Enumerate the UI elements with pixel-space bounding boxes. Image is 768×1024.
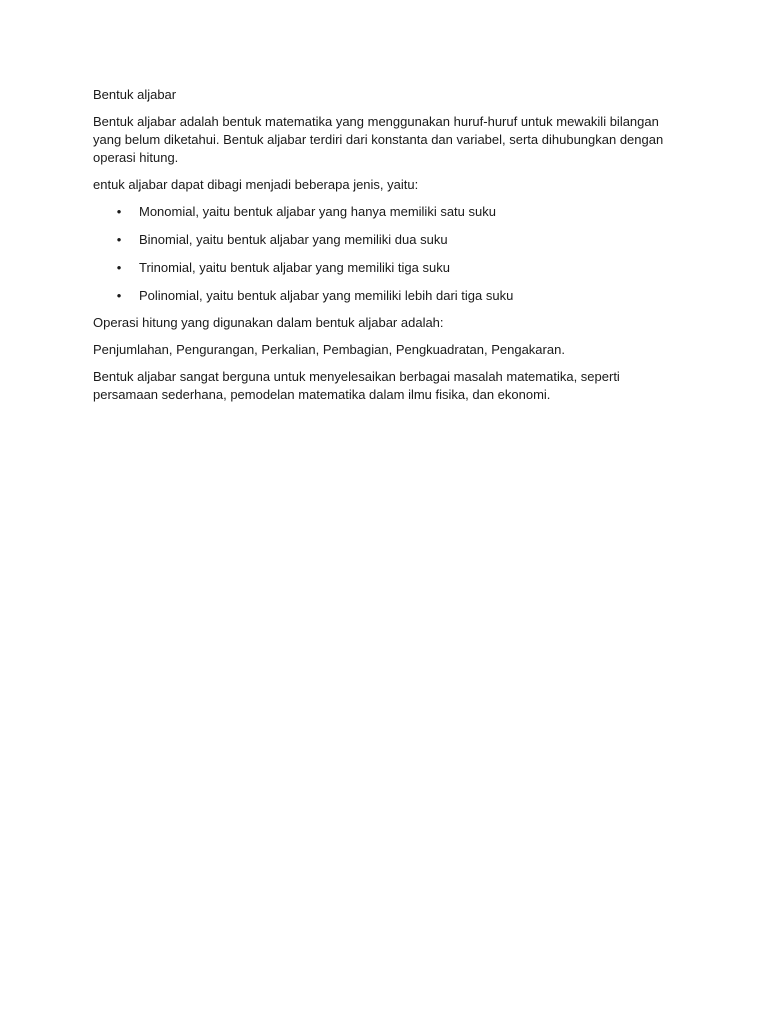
operations-paragraph: Penjumlahan, Pengurangan, Perkalian, Pembagian, Pengkuadratan, Pengakaran. [93, 342, 565, 357]
bullet-icon: • [116, 288, 122, 303]
types-list [93, 203, 675, 305]
bullet-icon: • [116, 260, 122, 275]
list-item-text: Trinomial, yaitu bentuk aljabar yang memiliki tiga suku [139, 260, 450, 275]
operations-intro-paragraph: Operasi hitung yang digunakan dalam bentuk aljabar adalah: [93, 315, 444, 330]
list-item-text: Polinomial, yaitu bentuk aljabar yang memiliki lebih dari tiga suku [139, 288, 514, 303]
bullet-icon: • [116, 204, 122, 219]
list-item-text: Monomial, yaitu bentuk aljabar yang hanya memiliki satu suku [139, 204, 496, 219]
bullet-icon: • [116, 232, 122, 247]
list-item [93, 203, 675, 221]
list-item [93, 231, 675, 249]
types-intro-paragraph: entuk aljabar dapat dibagi menjadi beberapa jenis, yaitu: [93, 177, 419, 192]
list-item [93, 259, 675, 277]
list-item-text: Binomial, yaitu bentuk aljabar yang memiliki dua suku [139, 232, 448, 247]
list-item [93, 287, 675, 305]
document-title: Bentuk aljabar [93, 87, 177, 102]
closing-paragraph: Bentuk aljabar sangat berguna untuk menyelesaikan berbagai masalah matematika, seperti persamaan sederhana, pemodelan matematika dalam ilmu fisika, dan ekonomi. [93, 369, 620, 402]
document-body [93, 86, 675, 413]
intro-paragraph: Bentuk aljabar adalah bentuk matematika yang menggunakan huruf-huruf untuk mewakili bilangan yang belum diketahui. Bentuk aljabar terdiri dari konstanta dan variabel, serta dihubungkan dengan operasi hitung. [93, 114, 664, 165]
